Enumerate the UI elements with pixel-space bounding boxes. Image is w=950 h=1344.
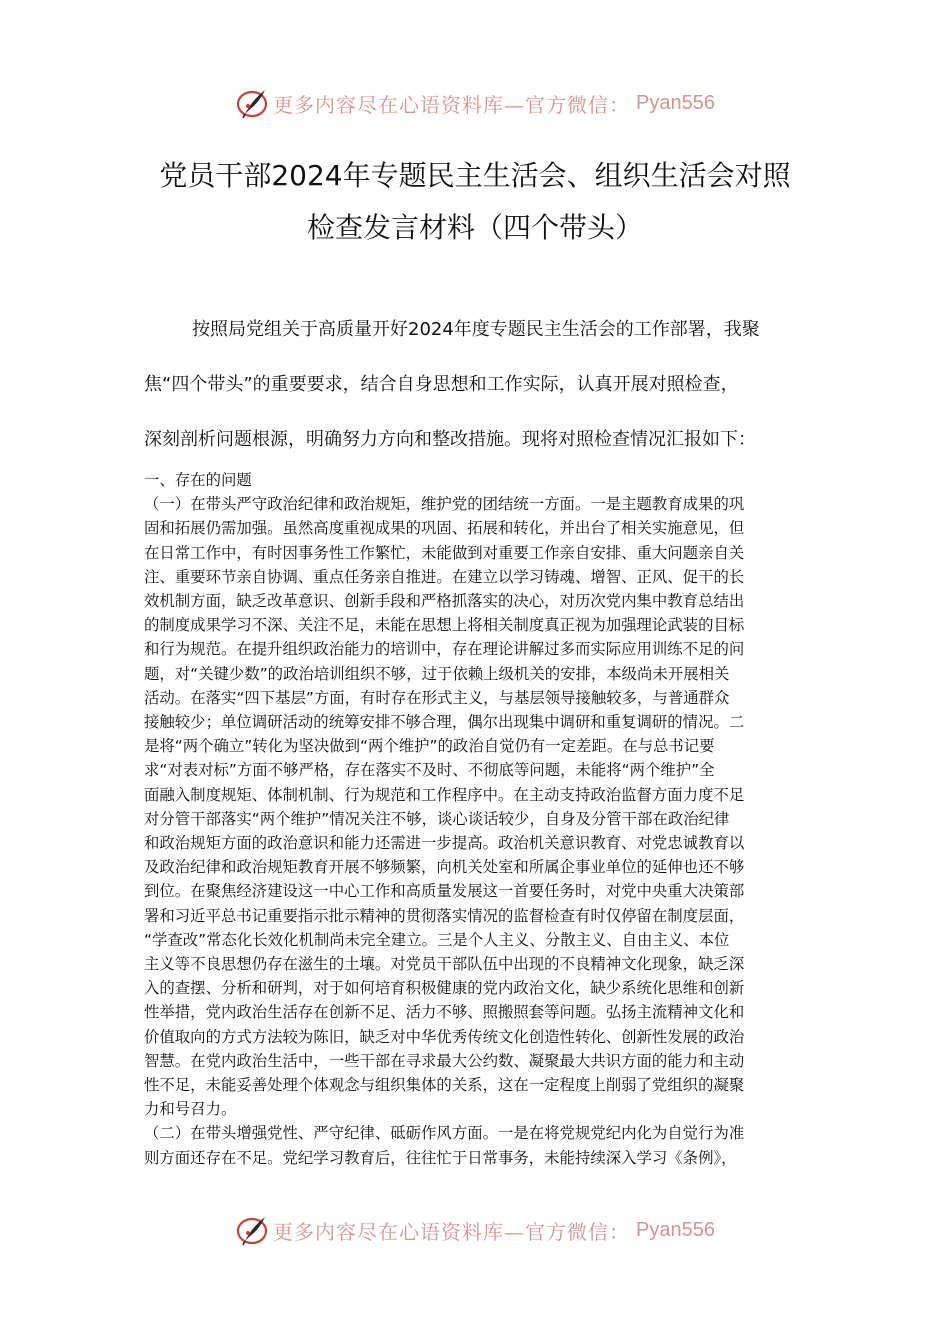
body-line: 注、重要环节亲自协调、重点任务亲自推进。在建立以学习铸魂、增智、正风、促干的长 (144, 567, 745, 586)
body-line: 效机制方面，缺乏改革意识、创新手段和严格抓落实的决心，对历次党内集中教育总结出 (144, 592, 745, 611)
watermark-text: 更多内容尽在心语资料库—官方微信： (273, 92, 631, 117)
body-line: 题，对“关键少数”的政治培训组织不够，过于依赖上级机关的安排，本级尚未开展相关 (144, 664, 730, 683)
body-line: 和政治规矩方面的政治意识和能力还需进一步提高。政治机关意识教育、对党忠诚教育以 (144, 834, 745, 853)
body-line: 署和习近平总书记重要指示批示精神的贯彻落实情况的监督检查有时仅停留在制度层面， (144, 906, 745, 925)
watermark-banner-top (0, 83, 950, 123)
body-line: 活动。在落实“四下基层”方面，有时存在形式主义，与基层领导接触较多，与普通群众 (144, 688, 730, 707)
document-title (100, 150, 850, 254)
body-line: 智慧。在党内政治生活中，一些干部在寻求最大公约数、凝聚最大共识方面的能力和主动 (144, 1051, 745, 1070)
feather-pen-logo-icon (235, 86, 269, 120)
body-line: 主义等不良思想仍存在滋生的土壤。对党员干部队伍中出现的不良精神文化现象，缺乏深 (144, 955, 745, 974)
body-line: （一）在带头严守政治纪律和政治规矩，维护党的团结统一方面。一是主题教育成果的巩 (144, 495, 745, 514)
watermark-wechat-id: Pyan556 (636, 91, 715, 114)
body-line: 则方面还存在不足。党纪学习教育后，往往忙于日常事务，未能持续深入学习《条例》， (144, 1148, 737, 1167)
body-line: 价值取向的方式方法较为陈旧，缺乏对中华优秀传统文化创造性转化、创新性发展的政治 (144, 1027, 745, 1046)
intro-paragraph (144, 302, 806, 467)
body-line: 在日常工作中，有时因事务性工作繁忙，未能做到对重要工作亲自安排、重大问题亲自关 (144, 543, 745, 562)
body-line: 是将“两个确立”转化为坚决做到“两个维护”的政治自觉仍有一定差距。在与总书记要 (144, 737, 715, 756)
title-line: 检查发言材料（四个带头） (306, 211, 643, 244)
body-line: 面融入制度规矩、体制机制、行为规范和工作程序中。在主动支持政治监督方面力度不足 (144, 785, 745, 804)
body-line: 及政治纪律和政治规矩教育开展不够频繁，向机关处室和所属企事业单位的延伸也还不够 (144, 858, 745, 877)
watermark-text: 更多内容尽在心语资料库—官方微信： (273, 1219, 631, 1244)
body-line: 入的查摆、分析和研判，对于如何培育积极健康的党内政治文化，缺少系统化思维和创新 (144, 979, 745, 998)
body-line: 和行为规范。在提升组织政治能力的培训中，存在理论讲解过多而实际应用训练不足的问 (144, 640, 745, 659)
body-line: 到位。在聚焦经济建设这一中心工作和高质量发展这一首要任务时，对党中央重大决策部 (144, 882, 745, 901)
body-line: 的制度成果学习不深、关注不足，未能在思想上将相关制度真正视为加强理论武装的目标 (144, 616, 745, 635)
body-line: 求“对表对标”方面不够严格，存在落实不及时、不彻底等问题，未能将“两个维护”全 (144, 761, 715, 780)
body-line: “学查改”常态化长效化机制尚未完全建立。三是个人主义、分散主义、自由主义、本位 (144, 930, 730, 949)
body-line: 性举措，党内政治生活存在创新不足、活力不够、照搬照套等问题。弘扬主流精神文化和 (144, 1003, 745, 1022)
body-text (144, 468, 806, 1170)
title-line: 党员干部2024年专题民主生活会、组织生活会对照 (159, 159, 791, 192)
feather-pen-logo-icon (235, 1213, 269, 1247)
body-line: 力和号召力。 (144, 1100, 237, 1119)
watermark-banner-bottom (0, 1210, 950, 1250)
watermark-wechat-id: Pyan556 (636, 1218, 715, 1241)
body-line: （二）在带头增强党性、严守纪律、砥砺作风方面。一是在将党规党纪内化为自觉行为准 (144, 1124, 745, 1143)
body-line: 性不足，未能妥善处理个体观念与组织集体的关系，这在一定程度上削弱了党组织的凝聚 (144, 1076, 745, 1095)
body-line: 固和拓展仍需加强。虽然高度重视成果的巩固、拓展和转化，并出台了相关实施意见，但 (144, 519, 745, 538)
intro-line: 焦“四个带头”的重要要求，结合自身思想和工作实际，认真开展对照检查， (144, 374, 739, 395)
intro-line: 深刻剖析问题根源，明确努力方向和整改措施。现将对照检查情况汇报如下： (144, 429, 756, 450)
intro-line: 按照局党组关于高质量开好2024年度专题民主生活会的工作部署，我聚 (192, 319, 760, 340)
body-line: 接触较少；单位调研活动的统筹安排不够合理，偶尔出现集中调研和重复调研的情况。二 (144, 713, 745, 732)
body-line: 对分管干部落实“两个维护”情况关注不够，谈心谈话较少，自身及分管干部在政治纪律 (144, 809, 730, 828)
section-heading: 一、存在的问题 (144, 471, 252, 489)
